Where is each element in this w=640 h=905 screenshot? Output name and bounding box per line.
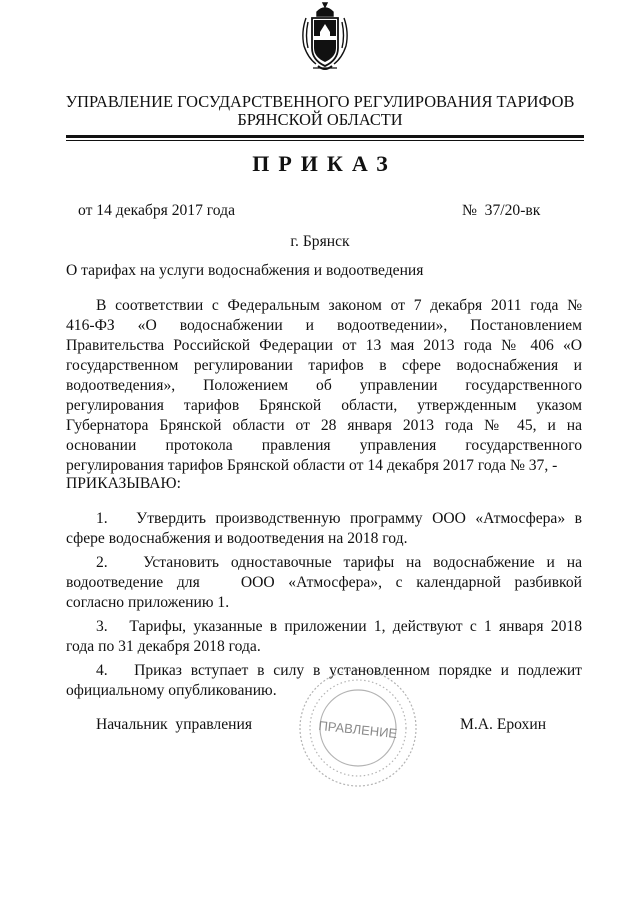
document-title: ПРИКАЗ (252, 151, 397, 176)
item-line: 3. Тарифы, указанные в приложении 1, действуют с 1 января 2018 (96, 618, 582, 635)
document-date: от 14 декабря 2017 года (78, 202, 236, 219)
preamble-paragraph (66, 296, 582, 476)
preamble-line: водоотведения», Положением об управлении государственного (66, 377, 582, 394)
coat-of-arms-icon (296, 2, 354, 74)
order-item-2 (66, 553, 582, 613)
header-rule-thick (66, 135, 584, 138)
stamp-text: ПРАВЛЕНИЕ (317, 717, 398, 742)
item-line: сфере водоснабжения и водоотведения на 2018 год. (66, 530, 408, 547)
item-line: 1. Утвердить производственную программу ООО «Атмосфера» в (96, 510, 582, 527)
item-line: 4. Приказ вступает в силу в установленном порядке и подлежит (96, 662, 582, 679)
item-line: 2. Установить одноставочные тарифы на водоснабжение и на (96, 554, 582, 571)
item-line: официальному опубликованию. (66, 682, 277, 699)
preamble-line: Правительства Российской Федерации от 13 мая 2013 года № 406 «О (66, 337, 582, 354)
preamble-line: В соответствии с Федеральным законом от 7 декабря 2011 года № (96, 297, 582, 314)
preamble-line: регулирования тарифов Брянской области от 14 декабря 2017 года № 37, - (66, 457, 558, 474)
preamble-line: государственном регулировании тарифов в сфере водоснабжения и (66, 357, 582, 374)
item-line: года по 31 декабря 2018 года. (66, 638, 261, 655)
signer-position: Начальник управления (96, 716, 252, 733)
org-name-line-2: БРЯНСКОЙ ОБЛАСТИ (237, 110, 403, 129)
header-rule-thin (66, 140, 584, 141)
document-number: № 37/20-вк (462, 202, 541, 219)
preamble-line: 416-ФЗ «О водоснабжении и водоотведении», Постановлением (66, 317, 582, 334)
document-city: г. Брянск (290, 233, 350, 250)
official-stamp (296, 666, 420, 790)
org-name-line-1: УПРАВЛЕНИЕ ГОСУДАРСТВЕННОГО РЕГУЛИРОВАНИЯ ТАРИФОВ (65, 92, 575, 111)
item-line: водоотведение для ООО «Атмосфера», с календарной разбивкой (66, 574, 582, 591)
preamble-line: основании протокола правления управления государственного (66, 437, 582, 454)
document-subject: О тарифах на услуги водоснабжения и водоотведения (66, 262, 424, 279)
order-word: ПРИКАЗЫВАЮ: (66, 475, 181, 492)
order-item-1 (66, 509, 582, 549)
order-item-3 (66, 617, 582, 657)
preamble-line: Губернатора Брянской области от 28 января 2013 года № 45, и на (66, 417, 582, 434)
signer-name: М.А. Ерохин (460, 716, 547, 733)
preamble-line: регулирования тарифов Брянской области, утвержденным указом (66, 397, 582, 414)
item-line: согласно приложению 1. (66, 594, 230, 611)
